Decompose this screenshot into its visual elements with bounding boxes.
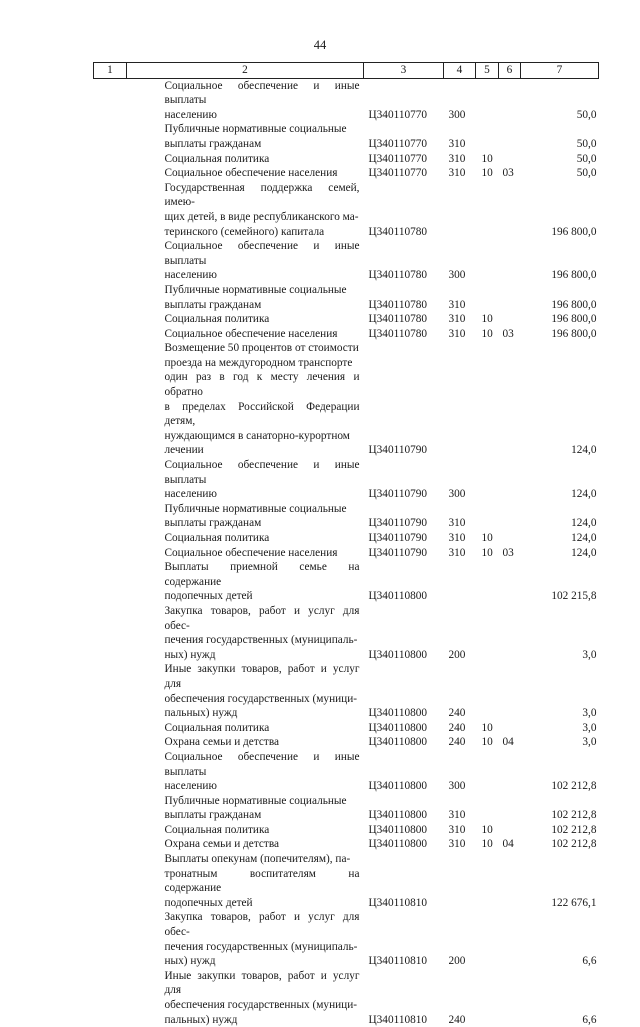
row-subsection xyxy=(499,910,521,968)
row-code: Ц340110790 xyxy=(368,546,428,559)
row-name-line: обеспечения государственных (муници- xyxy=(164,692,358,705)
row-name xyxy=(127,458,364,502)
row-section: 10 xyxy=(481,313,493,326)
row-name-line: выплаты гражданам xyxy=(164,809,262,822)
table-row xyxy=(94,312,599,327)
row-amount: 50,0 xyxy=(576,152,597,165)
row-name xyxy=(127,852,364,910)
row-name-line: Социальное обеспечение и иные выплаты xyxy=(164,459,360,486)
row-name xyxy=(127,794,364,823)
row-name-line: Закупка товаров, работ и услуг для обес- xyxy=(164,604,360,632)
row-subsection xyxy=(499,969,521,1027)
row-name-line: ных) нужд xyxy=(164,955,216,968)
row-subsection xyxy=(499,341,521,458)
header-col-3: 3 xyxy=(364,63,444,79)
row-number-cell xyxy=(94,239,127,283)
row-code: Ц340110790 xyxy=(368,488,428,501)
row-code: Ц340110770 xyxy=(368,152,428,165)
row-expense-type: 310 xyxy=(448,838,466,851)
table-row xyxy=(94,341,599,458)
row-section xyxy=(476,794,499,823)
row-name xyxy=(127,152,364,167)
table-row xyxy=(94,560,599,604)
row-expense-type: 310 xyxy=(448,532,466,544)
row-expense-type: 240 xyxy=(448,1013,466,1026)
row-name-line: пальных) нужд xyxy=(164,707,238,720)
table-row xyxy=(94,969,599,1027)
row-subsection xyxy=(499,502,521,531)
row-name xyxy=(127,604,364,662)
row-section xyxy=(476,852,499,910)
row-section xyxy=(476,122,499,151)
row-section xyxy=(476,969,499,1027)
row-name xyxy=(127,327,364,342)
row-name-line: теринского (семейного) капитала xyxy=(164,225,325,238)
row-name-line: выплаты гражданам xyxy=(164,517,262,530)
row-number-cell xyxy=(94,721,127,736)
row-section xyxy=(476,458,499,502)
row-amount: 102 212,8 xyxy=(551,780,597,793)
row-expense-type xyxy=(444,341,476,458)
row-amount: 3,0 xyxy=(582,721,597,734)
row-subsection xyxy=(499,852,521,910)
row-section: 10 xyxy=(481,838,493,851)
row-code: Ц340110770 xyxy=(368,137,428,150)
row-code: Ц340110800 xyxy=(368,707,428,720)
row-name xyxy=(127,969,364,1027)
row-number-cell xyxy=(94,341,127,458)
row-name xyxy=(127,502,364,531)
row-code: Ц340110780 xyxy=(368,225,428,238)
row-section: 10 xyxy=(481,327,493,340)
row-number-cell xyxy=(94,910,127,968)
table-row xyxy=(94,852,599,910)
row-number-cell xyxy=(94,502,127,531)
row-expense-type: 200 xyxy=(448,955,466,968)
row-number-cell xyxy=(94,823,127,838)
table-row xyxy=(94,662,599,720)
row-amount: 3,0 xyxy=(582,707,597,720)
row-subsection xyxy=(499,239,521,283)
row-section xyxy=(476,78,499,122)
row-name-line: проезда на междугородном транспорте xyxy=(164,356,353,369)
row-number-cell xyxy=(94,152,127,167)
row-code: Ц340110790 xyxy=(368,532,428,544)
row-subsection xyxy=(499,604,521,662)
row-code: Ц340110800 xyxy=(368,590,428,603)
row-name-line: Социальное обеспечение и иные выплаты xyxy=(164,240,360,267)
row-expense-type: 310 xyxy=(448,152,466,165)
row-name xyxy=(127,560,364,604)
row-name-line: населению xyxy=(164,780,217,793)
row-amount: 3,0 xyxy=(582,648,597,661)
row-code: Ц340110800 xyxy=(368,809,428,822)
row-amount: 124,0 xyxy=(571,488,597,501)
row-name xyxy=(127,735,364,750)
row-code: Ц340110800 xyxy=(368,721,428,734)
row-name xyxy=(127,823,364,838)
row-name-line: Социальное обеспечение населения xyxy=(164,167,338,180)
row-expense-type: 310 xyxy=(448,546,466,559)
row-number-cell xyxy=(94,327,127,342)
row-subsection xyxy=(499,823,521,838)
row-amount: 50,0 xyxy=(576,137,597,150)
row-name-line: населению xyxy=(164,269,217,282)
row-amount: 50,0 xyxy=(576,108,597,121)
row-expense-type: 240 xyxy=(448,736,466,749)
table-row xyxy=(94,78,599,122)
table-row xyxy=(94,283,599,312)
row-name-line: Государственная поддержка семей, имею- xyxy=(164,181,360,209)
budget-table xyxy=(93,62,599,1027)
row-amount: 6,6 xyxy=(582,1013,597,1026)
row-code: Ц340110800 xyxy=(368,780,428,793)
row-code: Ц340110780 xyxy=(368,327,428,340)
row-name-line: Социальная политика xyxy=(164,313,270,326)
table-row xyxy=(94,837,599,852)
row-number-cell xyxy=(94,852,127,910)
row-amount: 124,0 xyxy=(571,517,597,530)
row-name-line: Публичные нормативные социальные xyxy=(164,794,347,807)
row-name xyxy=(127,910,364,968)
row-expense-type: 240 xyxy=(448,721,466,734)
table-row xyxy=(94,750,599,794)
row-name-line: Иные закупки товаров, работ и услуг для xyxy=(164,663,360,690)
row-name-line: Выплаты приемной семье на содержание xyxy=(164,561,360,588)
row-name-line: Публичные нормативные социальные xyxy=(164,123,347,136)
row-amount: 50,0 xyxy=(576,167,597,180)
row-section xyxy=(476,239,499,283)
row-name xyxy=(127,122,364,151)
row-amount: 196 800,0 xyxy=(551,225,597,238)
row-subsection: 03 xyxy=(502,167,514,180)
row-amount: 6,6 xyxy=(582,955,597,968)
row-name xyxy=(127,166,364,181)
table-row xyxy=(94,181,599,239)
row-amount: 124,0 xyxy=(571,444,597,457)
row-subsection: 04 xyxy=(502,838,514,851)
row-subsection xyxy=(499,794,521,823)
row-name xyxy=(127,750,364,794)
row-name-line: Социальная политика xyxy=(164,152,270,165)
row-expense-type: 300 xyxy=(448,269,466,282)
row-number-cell xyxy=(94,969,127,1027)
row-code: Ц340110770 xyxy=(368,167,428,180)
row-expense-type: 300 xyxy=(448,488,466,501)
header-col-1: 1 xyxy=(94,63,127,79)
row-amount: 196 800,0 xyxy=(551,313,597,326)
row-subsection xyxy=(499,312,521,327)
row-expense-type xyxy=(444,852,476,910)
header-col-6: 6 xyxy=(499,63,521,79)
row-number-cell xyxy=(94,166,127,181)
row-amount: 196 800,0 xyxy=(551,298,597,311)
row-name-line: подопечных детей xyxy=(164,896,253,909)
row-number-cell xyxy=(94,560,127,604)
row-code: Ц340110790 xyxy=(368,517,428,530)
row-name-line: Выплаты опекунам (попечителям), па- xyxy=(164,853,351,866)
row-amount: 102 212,8 xyxy=(551,838,597,851)
row-section xyxy=(476,283,499,312)
row-section: 10 xyxy=(481,721,493,734)
row-amount: 102 215,8 xyxy=(551,590,597,603)
table-row xyxy=(94,721,599,736)
row-subsection xyxy=(499,458,521,502)
row-expense-type: 310 xyxy=(448,823,466,836)
row-name-line: нуждающимся в санаторно-курортном xyxy=(164,429,350,442)
page-number: 44 xyxy=(313,38,327,52)
row-code: Ц340110810 xyxy=(368,1013,428,1026)
row-name xyxy=(127,546,364,561)
row-subsection xyxy=(499,283,521,312)
row-expense-type: 310 xyxy=(448,313,466,326)
row-name-line: Социальная политика xyxy=(164,721,270,734)
row-section xyxy=(476,341,499,458)
row-name-line: Социальное обеспечение и иные выплаты xyxy=(164,79,360,107)
table-row xyxy=(94,166,599,181)
row-name xyxy=(127,312,364,327)
row-expense-type: 300 xyxy=(448,108,466,121)
row-name-line: пальных) нужд xyxy=(164,1013,238,1026)
row-section xyxy=(476,662,499,720)
row-subsection xyxy=(499,560,521,604)
row-name-line: щих детей, в виде республиканского ма- xyxy=(164,210,359,223)
row-section: 10 xyxy=(481,823,493,836)
row-name-line: Закупка товаров, работ и услуг для обес- xyxy=(164,911,360,939)
row-name-line: Социальное обеспечение населения xyxy=(164,546,338,559)
row-number-cell xyxy=(94,794,127,823)
row-number-cell xyxy=(94,312,127,327)
table-row xyxy=(94,604,599,662)
row-code: Ц340110780 xyxy=(368,298,428,311)
row-subsection xyxy=(499,122,521,151)
table-row xyxy=(94,122,599,151)
header-col-2: 2 xyxy=(127,63,364,79)
row-name-line: печения государственных (муниципаль- xyxy=(164,634,358,647)
row-name xyxy=(127,721,364,736)
row-expense-type xyxy=(444,181,476,239)
row-name-line: Социальное обеспечение и иные выплаты xyxy=(164,750,360,778)
table-row xyxy=(94,458,599,502)
row-expense-type: 310 xyxy=(448,167,466,180)
row-subsection xyxy=(499,531,521,546)
row-amount: 102 212,8 xyxy=(551,823,597,836)
row-code: Ц340110790 xyxy=(368,444,428,457)
row-amount: 3,0 xyxy=(582,736,597,749)
row-number-cell xyxy=(94,78,127,122)
row-name-line: в пределах Российской Федерации детям, xyxy=(164,400,360,428)
row-subsection xyxy=(499,152,521,167)
row-expense-type: 310 xyxy=(448,517,466,530)
row-section xyxy=(476,502,499,531)
row-name-line: Социальная политика xyxy=(164,532,270,544)
row-name-line: Публичные нормативные социальные xyxy=(164,283,347,296)
row-name-line: один раз в год к месту лечения и обратно xyxy=(164,371,360,399)
header-col-7: 7 xyxy=(521,63,599,79)
row-amount: 122 676,1 xyxy=(551,896,597,909)
row-subsection xyxy=(499,181,521,239)
row-code: Ц340110810 xyxy=(368,955,428,968)
row-number-cell xyxy=(94,181,127,239)
row-subsection xyxy=(499,78,521,122)
row-section xyxy=(476,560,499,604)
row-expense-type: 200 xyxy=(448,648,466,661)
row-section xyxy=(476,910,499,968)
row-amount: 196 800,0 xyxy=(551,327,597,340)
row-code: Ц340110800 xyxy=(368,648,428,661)
row-number-cell xyxy=(94,750,127,794)
table-row xyxy=(94,794,599,823)
row-expense-type: 300 xyxy=(448,780,466,793)
row-section: 10 xyxy=(481,736,493,749)
row-name xyxy=(127,181,364,239)
row-name-line: ных) нужд xyxy=(164,648,216,661)
row-expense-type: 310 xyxy=(448,298,466,311)
row-name-line: населению xyxy=(164,108,217,121)
row-name-line: Социальное обеспечение населения xyxy=(164,327,338,340)
row-expense-type: 310 xyxy=(448,137,466,150)
table-row xyxy=(94,152,599,167)
row-name xyxy=(127,531,364,546)
row-subsection: 03 xyxy=(502,327,514,340)
row-code: Ц340110810 xyxy=(368,896,428,909)
row-code: Ц340110800 xyxy=(368,838,428,851)
row-amount: 124,0 xyxy=(571,546,597,559)
row-name-line: Иные закупки товаров, работ и услуг для xyxy=(164,969,360,997)
row-name-line: Публичные нормативные социальные xyxy=(164,502,347,515)
table-row xyxy=(94,502,599,531)
row-section xyxy=(476,750,499,794)
row-name xyxy=(127,239,364,283)
row-name-line: выплаты гражданам xyxy=(164,298,262,311)
row-number-cell xyxy=(94,662,127,720)
row-amount: 196 800,0 xyxy=(551,269,597,282)
row-name xyxy=(127,283,364,312)
row-section xyxy=(476,181,499,239)
row-number-cell xyxy=(94,122,127,151)
row-section: 10 xyxy=(481,167,493,180)
table-row xyxy=(94,546,599,561)
table-row xyxy=(94,239,599,283)
row-subsection: 04 xyxy=(502,736,514,749)
table-body xyxy=(94,78,599,1027)
row-number-cell xyxy=(94,735,127,750)
row-code: Ц340110800 xyxy=(368,736,428,749)
row-number-cell xyxy=(94,837,127,852)
table-row xyxy=(94,910,599,968)
row-number-cell xyxy=(94,283,127,312)
row-number-cell xyxy=(94,604,127,662)
row-section xyxy=(476,604,499,662)
row-name-line: печения государственных (муниципаль- xyxy=(164,940,358,953)
table-row xyxy=(94,327,599,342)
row-amount: 102 212,8 xyxy=(551,809,597,822)
row-expense-type xyxy=(444,560,476,604)
row-code: Ц340110780 xyxy=(368,313,428,326)
header-col-5: 5 xyxy=(476,63,499,79)
row-name-line: подопечных детей xyxy=(164,590,253,603)
row-code: Ц340110770 xyxy=(368,108,428,121)
row-name-line: Охрана семьи и детства xyxy=(164,736,280,749)
row-subsection xyxy=(499,750,521,794)
row-name-line: выплаты гражданам xyxy=(164,137,262,150)
row-code: Ц340110800 xyxy=(368,823,428,836)
row-section: 10 xyxy=(481,532,493,544)
header-row xyxy=(94,63,599,79)
row-name xyxy=(127,78,364,122)
table-row xyxy=(94,735,599,750)
row-expense-type: 310 xyxy=(448,327,466,340)
row-amount: 124,0 xyxy=(571,532,597,544)
header-col-4: 4 xyxy=(444,63,476,79)
row-name-line: Возмещение 50 процентов от стоимости xyxy=(164,342,359,355)
row-name-line: тронатным воспитателям на содержание xyxy=(164,867,360,895)
table-row xyxy=(94,823,599,838)
row-name-line: населению xyxy=(164,488,217,501)
row-section: 10 xyxy=(481,152,493,165)
row-name-line: обеспечения государственных (муници- xyxy=(164,999,358,1011)
row-subsection xyxy=(499,662,521,720)
row-name-line: Охрана семьи и детства xyxy=(164,838,280,851)
row-subsection xyxy=(499,721,521,736)
row-name-line: Социальная политика xyxy=(164,823,270,836)
row-section: 10 xyxy=(481,546,493,559)
row-expense-type: 240 xyxy=(448,707,466,720)
row-name xyxy=(127,662,364,720)
table-row xyxy=(94,531,599,546)
row-expense-type: 310 xyxy=(448,809,466,822)
row-name xyxy=(127,341,364,458)
row-number-cell xyxy=(94,458,127,502)
row-number-cell xyxy=(94,546,127,561)
row-code: Ц340110780 xyxy=(368,269,428,282)
row-name xyxy=(127,837,364,852)
row-name-line: лечении xyxy=(164,444,204,457)
row-number-cell xyxy=(94,531,127,546)
row-subsection: 03 xyxy=(502,546,514,559)
